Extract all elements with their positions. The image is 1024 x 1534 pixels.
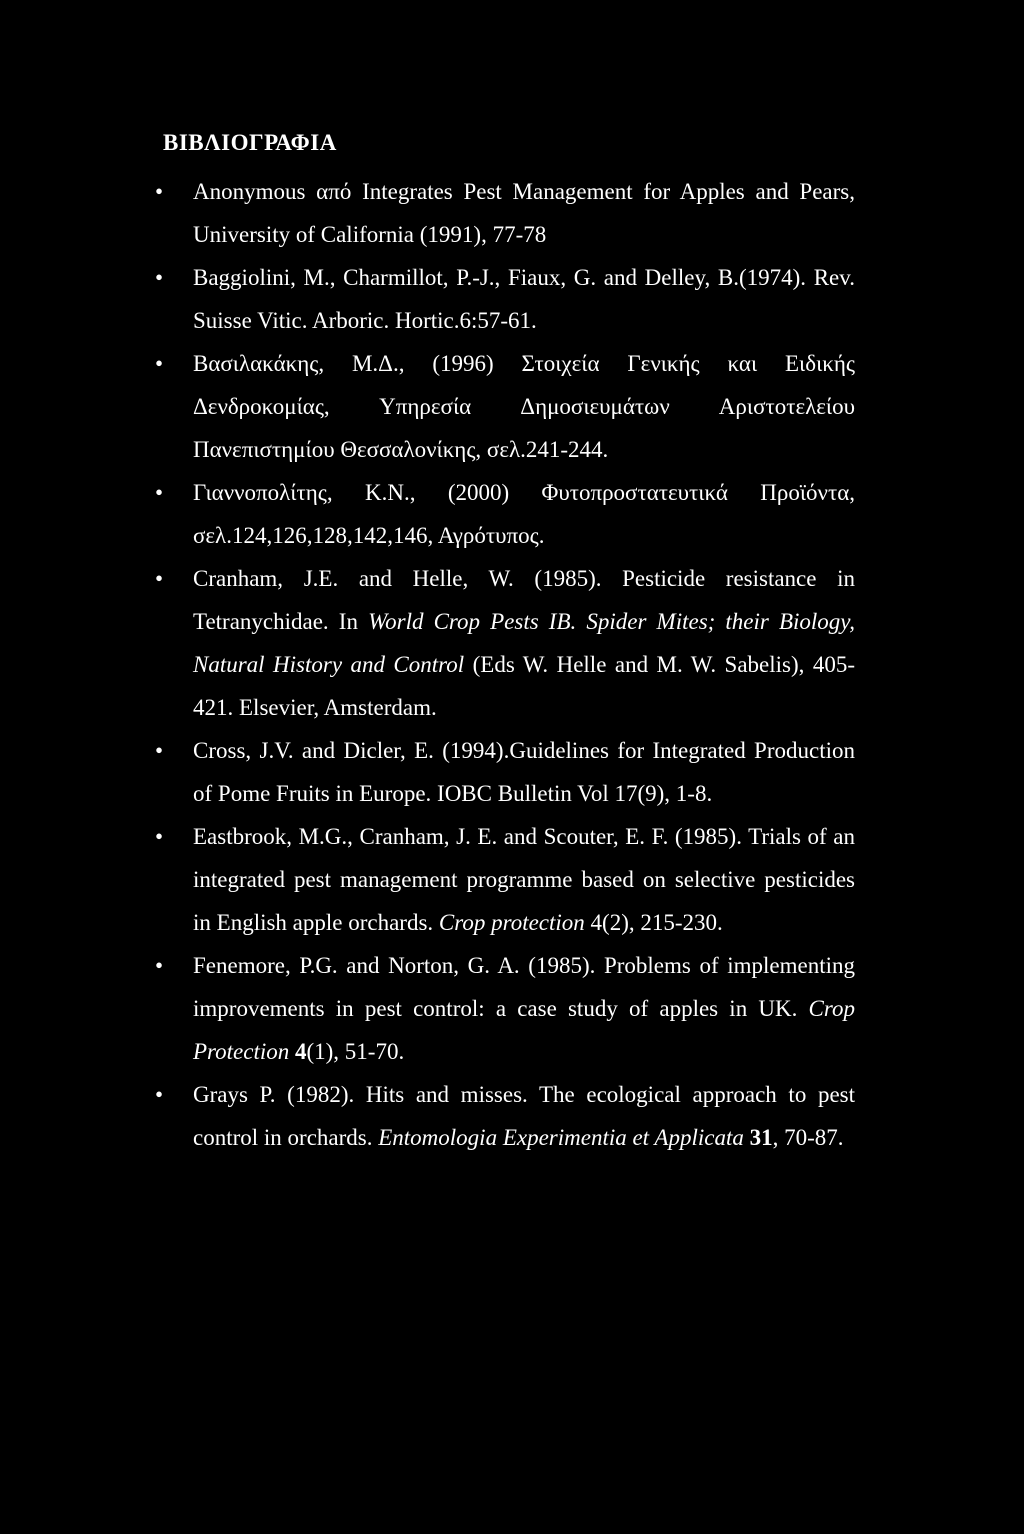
- reference-text-tail: 4(2), 215-230.: [584, 910, 723, 935]
- reference-item: [155, 471, 855, 557]
- bullet-icon: •: [155, 953, 164, 978]
- reference-text: Eastbrook, M.G., Cranham, J. E. and Scouter, E. F. (1985). Trials of an integrated pest management programme based on selective pesticides in English apple orchards.: [193, 824, 855, 935]
- bullet-icon: •: [155, 824, 164, 849]
- reference-journal-italic: Crop Protection: [193, 996, 855, 1064]
- reference-item: [155, 342, 855, 471]
- reference-volume-bold: 31: [743, 1125, 773, 1150]
- bibliography-heading: ΒΙΒΛΙΟΓΡΑΦΙΑ: [163, 130, 337, 155]
- reference-text: Anonymous από Integrates Pest Management for Apples and Pears, University of California (1991), 77-78: [193, 179, 855, 247]
- reference-item: [155, 1073, 855, 1159]
- reference-text: Baggiolini, M., Charmillot, P.-J., Fiaux, G. and Delley, B.(1974). Rev. Suisse Vitic. Arboric. Hortic.6:57-61.: [193, 265, 855, 333]
- reference-item: [155, 729, 855, 815]
- reference-text-tail: (1), 51-70.: [306, 1039, 405, 1064]
- reference-item: [155, 170, 855, 256]
- reference-text: Fenemore, P.G. and Norton, G. A. (1985). Problems of implementing improvements in pest control: a case study of apples in UK.: [193, 953, 855, 1021]
- reference-item: [155, 256, 855, 342]
- reference-title-italic: World Crop Pests IB. Spider Mites; their Biology, Natural History and Control: [193, 609, 855, 677]
- bullet-icon: •: [155, 265, 164, 290]
- reference-text: Cranham, J.E. and Helle, W. (1985). Pesticide resistance in Tetranychidae. In: [193, 566, 855, 634]
- reference-journal-italic: Crop protection: [438, 910, 585, 935]
- reference-item: [155, 944, 855, 1073]
- reference-text-tail: (Eds W. Helle and M. W. Sabelis), 405-421. Elsevier, Amsterdam.: [193, 652, 856, 720]
- bullet-icon: •: [155, 1082, 164, 1107]
- bullet-icon: •: [155, 351, 164, 376]
- reference-item: [155, 815, 855, 944]
- reference-text-tail: , 70-87.: [772, 1125, 844, 1150]
- bullet-icon: •: [155, 480, 164, 505]
- reference-item: [155, 557, 855, 729]
- bullet-icon: •: [155, 566, 164, 591]
- reference-text: Γιαννοπολίτης, Κ.Ν., (2000) Φυτοπροστατευτικά Προϊόντα, σελ.124,126,128,142,146, Αγρότυπος.: [193, 480, 855, 548]
- bullet-icon: •: [155, 179, 164, 204]
- reference-journal-italic: Entomologia Experimentia et Applicata: [378, 1125, 744, 1150]
- reference-text: Cross, J.V. and Dicler, E. (1994).Guidelines for Integrated Production of Pome Fruits in Europe. IOBC Bulletin Vol 17(9), 1-8.: [193, 738, 855, 806]
- reference-list: [155, 170, 855, 1159]
- reference-text: Grays P. (1982). Hits and misses. The ecological approach to pest control in orchards.: [193, 1082, 855, 1150]
- bullet-icon: •: [155, 738, 164, 763]
- reference-text: Βασιλακάκης, Μ.Δ., (1996) Στοιχεία Γενικής και Ειδικής Δενδροκομίας, Υπηρεσία Δημοσιευμάτων Αριστοτελείου Πανεπιστημίου Θεσσαλονίκης, σελ.241-244.: [193, 351, 855, 462]
- reference-volume-bold: 4: [289, 1039, 307, 1064]
